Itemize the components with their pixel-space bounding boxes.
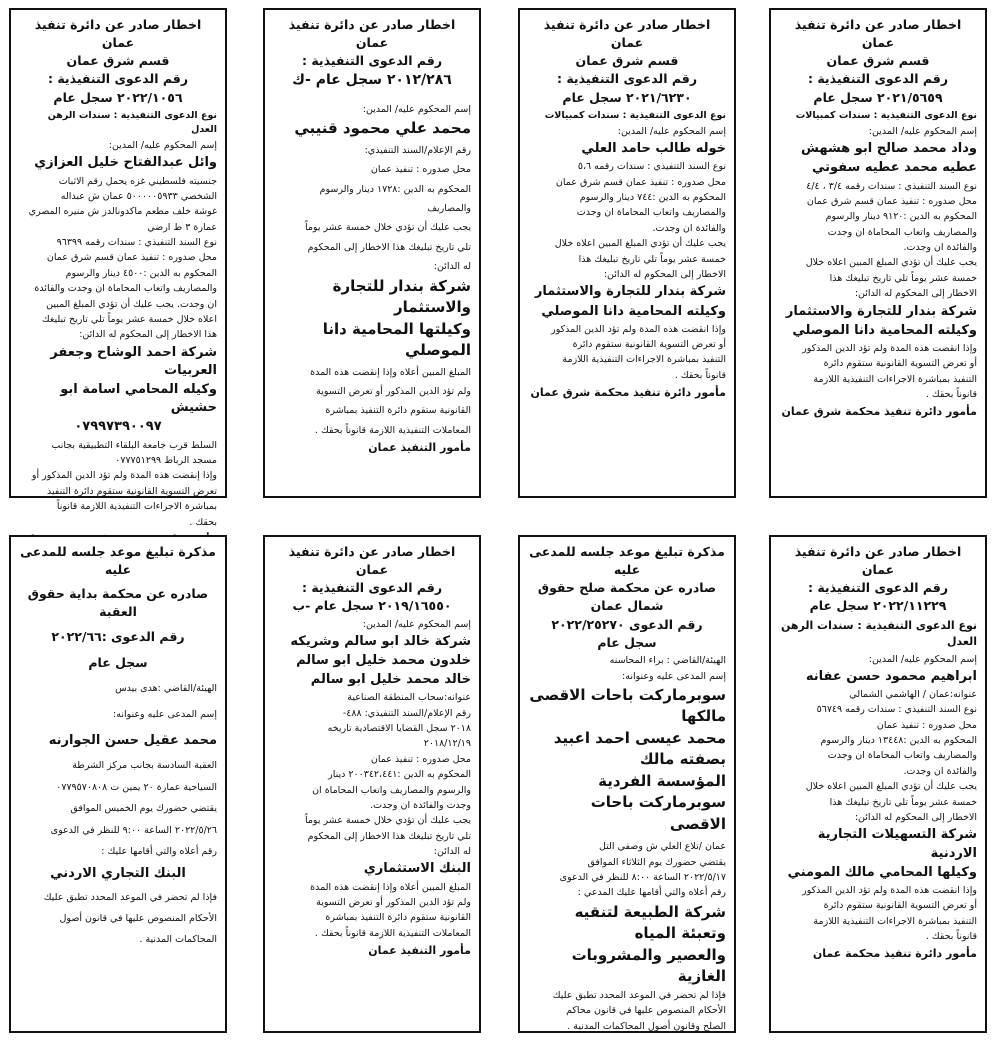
notice-line: له الدائن: [433, 261, 471, 273]
notice-line: المحكوم به الدين :١٧٢٨ دينار والرسوم [319, 183, 471, 195]
notice-header: اخطار صادر عن دائرة تنفيذ عمان رقم الدعوى التنفيذية : ٢٠١٢/٢٨٦ سجل عام -ك [288, 17, 456, 89]
notice-header: مذكرة تبليغ موعد جلسه للمدعى عليه صادره عن محكمة بداية حقوق العقبة رقم الدعوى :٢٠٢٢/٦٦ سجل عام [20, 544, 216, 670]
notice-line: ٢٠١٨/١٢/١٩ [423, 738, 471, 750]
notice-line: محل صدوره : تنفيذ عمان قسم شرق عمان [806, 195, 977, 207]
notice-line: محل صدوره : تنفيذ عمان [370, 753, 471, 765]
creditor-agent: وكيلها المحامي مالك المومني [787, 864, 977, 880]
debtor-label: إسم المحكوم عليه/ المدين: [617, 125, 726, 137]
notice-line: قانوناً بحقك . [925, 389, 977, 400]
notice-line: السلط قرب جامعة البلقاء التطبيقية بجانب [51, 439, 217, 451]
notice-line: رقم الإعلام/السند التنفيذي: ٤٨٨- [342, 707, 471, 719]
notice-line: يجب عليك أن تؤدي المبلغ المبين اعلاه خلال [554, 238, 726, 250]
notice-7 [263, 535, 481, 1033]
notice-line: يقتضي حضورك يوم الخميس الموافق [70, 803, 217, 815]
notice-line: والرسوم والمصاريف واتعاب المحاماة ان [312, 784, 471, 796]
creditor-name: شركة التسهيلات التجارية الاردنية [817, 827, 977, 861]
notice-line: وإذا انقضت هذه المدة ولم تؤد الدين المذكور [802, 342, 977, 354]
notice-line: رقم أعلاه والتي أقامها عليك المدعي : [577, 887, 726, 899]
notice-line: ان وجدت. يجب عليك أن تؤدي المبلغ المبين [46, 298, 217, 310]
notice-5 [769, 535, 987, 1033]
defendant-label: إسم المدعى عليه وعنوانه: [622, 671, 726, 682]
notice-line: الاخطار إلى المحكوم له الدائن: [854, 811, 977, 823]
defendant-name: سوبرماركت باحات الاقصى مالكها [529, 686, 726, 726]
notice-line: نوع السند التنفيذي : سندات رقمه ٥،٦ [577, 161, 726, 173]
notice-line: تلي تاريخ تبليغك هذا الاخطار إلى المحكوم [307, 241, 471, 253]
notice-footer: مأمور دائرة تنفيذ محكمة عمان [812, 947, 977, 961]
notice-line: وإذا إنقضت هذه المدة ولم تؤد الدين المذكور أو [31, 470, 217, 482]
creditor-phone: ٠٧٩٩٧٣٩٠٠٩٧ [74, 419, 162, 435]
notice-line: المحكوم به الدين :٤٥٠٠ دينار والرسوم [65, 267, 217, 279]
notice-line: غوشة خلف مطعم ماكدونالدز ش منيره المصري [28, 206, 217, 218]
notice-line: المحكوم به الدين :٢٠٠٣٤٢،٤٤١ دينار [328, 769, 471, 781]
plaintiff-name: شركة الطبيعة لتنقيه وتعبئة المياه [574, 902, 726, 942]
plaintiff-name: البنك التجاري الاردني [50, 866, 186, 882]
notice-header: اخطار صادر عن دائرة تنفيذ عمان قسم شرق عمان رقم الدعوى التنفيذية : ٢٠٢٢/١٠٥٦ سجل عام [34, 17, 202, 105]
notice-header: اخطار صادر عن دائرة تنفيذ عمان قسم شرق عمان رقم الدعوى التنفيذية : ٢٠٢١/٦٢٣٠ سجل عام [543, 17, 711, 105]
debtor-name: محمد علي محمود قنيبي [294, 118, 471, 137]
notice-line: محل صدوره : تنفيذ عمان [370, 164, 471, 176]
notice-line: الأحكام المنصوص عليها في قانون أصول [59, 912, 217, 924]
debtor-name: وداد محمد صالح ابو هشهش [800, 141, 977, 157]
notice-line: محل صدوره : تنفيذ عمان قسم شرق عمان [555, 176, 726, 188]
notice-line: القانونية ستقوم دائرة التنفيذ بمباشرة [325, 405, 471, 417]
notice-line: والمصاريف [427, 203, 471, 215]
notice-line: أو تعرض التسوية القانونية ستقوم دائرة [823, 900, 977, 912]
debtor-label: إسم المحكوم عليه/ المدين: [362, 103, 471, 115]
notice-line: قانوناً بحقك . [925, 931, 977, 942]
creditor-name: البنك الاستثماري [363, 861, 471, 877]
notice-line: السياحية عمارة ٢٠ يمين ت ٠٧٧٩٥٧٠٨٠٨ [56, 781, 217, 793]
notice-line: المحاكمات المدنية . [139, 934, 217, 946]
notice-line: الاخطار إلى المحكوم له الدائن: [854, 288, 977, 300]
creditor-agent: وكيلته المحامية دانا الموصلي [541, 303, 726, 319]
notice-line: هذا الاخطار إلى المحكوم له الدائن: [79, 329, 217, 341]
notice-line: التنفيذ بمباشرة الاجراءات التنفيذية اللازمة [813, 373, 977, 385]
notice-line: المبلغ المبين أعلاه وإذا إنقضت هذه المدة [310, 366, 471, 378]
defendant-label: إسم المدعى عليه وعنوانه: [113, 709, 217, 720]
notice-line: تعرض التسوية القانونية ستقوم دائرة التنفيذ [46, 485, 217, 497]
notice-line: وإذا انقضت هذه المدة ولم تؤد الدين المذكور [551, 323, 726, 335]
defendant-name: الاقصى [669, 815, 726, 834]
creditor-agent: وكيلته المحامية دانا الموصلي [792, 322, 977, 338]
notice-line: أو تعرض التسوية القانونية ستقوم دائرة [572, 339, 726, 351]
notice-line: المحكوم به الدين :٩١٢٠ دينار والرسوم [825, 211, 977, 223]
notice-line: له الدائن: [433, 846, 471, 858]
defendant-name: محمد عقيل حسن الجوارنه [48, 733, 217, 749]
debtor-label: إسم المحكوم عليه/ المدين: [868, 653, 977, 665]
notice-4 [9, 8, 227, 528]
debtor-label: إسم المحكوم عليه/ المدين: [868, 125, 977, 137]
notice-footer: مأمور التنفيذ عمان [368, 441, 471, 455]
notice-line: المحكوم به الدين :١٣٤٤٨ دينار والرسوم [820, 735, 977, 747]
notice-line: والفائدة ان وجدت. [903, 242, 977, 253]
notice-line: يقتضي حضورك يوم الثلاثاء الموافق [587, 856, 726, 868]
notice-line: يجب عليك أن تؤدي خلال خمسة عشر يوماً [304, 815, 471, 827]
notice-line: تلي تاريخ تبليغك هذا الاخطار إلى المحكوم [307, 830, 471, 842]
notice-header: اخطار صادر عن دائرة تنفيذ عمان رقم الدعوى التنفيذية : ٢٠١٩/١٦٥٥٠ سجل عام -ب [288, 544, 456, 614]
creditor-name: شركة احمد الوشاح وجعفر العربيات [50, 344, 217, 378]
notice-6 [518, 535, 736, 1033]
debtor-name: خالد محمد خليل ابو سالم [310, 672, 471, 688]
case-type: نوع الدعوى التنفيذية : سندات الرهن العدل [780, 618, 977, 648]
notice-footer: مأمور التنفيذ عمان [368, 944, 471, 958]
notice-header: اخطار صادر عن دائرة تنفيذ عمان قسم شرق عمان رقم الدعوى التنفيذية : ٢٠٢١/٥٦٥٩ سجل عام [794, 17, 962, 105]
notice-line: الأحكام المنصوص عليها في قانون محاكم [566, 1005, 726, 1017]
notice-line: نوع السند التنفيذي : سندات رقمه ٥٦٧٤٩ [816, 704, 977, 716]
case-type: نوع الدعوى التنفيذية : سندات كمبيالات [795, 109, 977, 121]
notice-line: أو تعرض التسوية القانونية ستقوم دائرة [823, 358, 977, 370]
case-type: نوع الدعوى التنفيذية : سندات كمبيالات [544, 109, 726, 121]
notice-line: نوع السند التنفيذي : سندات رقمه ٣/٤ ، ٤/٤ [806, 180, 977, 192]
debtor-name: خلدون محمد خليل ابو سالم [296, 652, 471, 668]
notice-line: ٢٠١٨ سجل القضايا الاقتصادية تاريخه [327, 723, 471, 735]
defendant-name: محمد عيسى احمد اعبيد بصفته مالك [553, 729, 726, 769]
notice-8 [9, 535, 227, 1033]
notice-line: الشخصي ٥٠٠٠٠٠٥٩٣٣ عمان ش عبداله [60, 190, 217, 202]
notice-line: ولم تؤد الدين المذكور أو تعرض التسوية [316, 897, 471, 908]
notice-line: المعاملات التنفيذية اللازمة قانوناً بحقك . [314, 927, 471, 939]
creditor-name: شركة بندار للتجارة والاستثمار [332, 276, 471, 316]
notice-line: وجدت والفائدة ان وجدت. [370, 799, 471, 811]
notice-3 [263, 8, 481, 498]
debtor-label: إسم المحكوم عليه/ المدين: [108, 140, 217, 152]
notice-line: رقم الإعلام/السند التنفيذي: [364, 144, 471, 156]
notice-line: نوع السند التنفيذي : سندات رقمه ٩٦٣٩٩ [56, 237, 217, 249]
notice-line: محل صدوره : تنفيذ عمان [876, 719, 977, 731]
notice-line: بحقك . [189, 516, 217, 528]
notice-line: والفائدة ان وجدت. [903, 765, 977, 777]
notice-line: محل صدوره : تنفيذ عمان قسم شرق عمان [46, 252, 217, 264]
notice-line: اعلاه خلال خمسة عشر يوماً تلي تاريخ تبليغك [41, 313, 217, 325]
notice-line: الصلح وقانون أصول المحاكمات المدنية . [567, 1020, 726, 1032]
notice-line: ٢٠٢٢/٥/١٧ الساعة ٨:٠٠ للنظر في الدعوى [559, 872, 726, 883]
debtor-name: ابراهيم محمود حسن عفانه [805, 668, 977, 684]
notice-line: ٢٠٢٢/٥/٢٦ الساعة ٩:٠٠ للنظر في الدعوى [50, 824, 217, 836]
notice-line: التنفيذ بمباشرة الاجراءات التنفيذية اللازمة [562, 354, 726, 366]
notice-footer: مأمور دائرة تنفيذ محكمة شرق عمان [781, 405, 977, 419]
notice-line: عنوانه:عمان / الهاشمي الشمالي [849, 688, 977, 700]
notice-line: يجب عليك أن تؤدي المبلغ المبين اعلاه خلال [805, 257, 977, 269]
judge-label: الهيئة/القاضي :هدى بيدس [115, 682, 217, 694]
notice-line: وإذا انقضت هذه المدة ولم تؤد الدين المذكور [802, 884, 977, 896]
notice-line: والمصاريف واتعاب المحاماة ان وجدت [827, 226, 977, 238]
notice-line: المحكوم به الدين :٧٤٤ دينار والرسوم [579, 192, 726, 204]
debtor-label: إسم المحكوم عليه/ المدين: [362, 618, 471, 630]
notice-line: جنسيته فلسطيني غزه يحمل رقم الاثبات [58, 175, 217, 187]
notice-line: عمارة ٣ ط ارضي [147, 221, 217, 233]
notice-footer: مأمور دائرة تنفيذ محكمة شرق عمان [530, 386, 726, 400]
notice-line: خمسة عشر يوماً تلي تاريخ تبليغك هذا [829, 796, 977, 808]
notice-line: المبلغ المبين أعلاه وإذا إنقضت هذه المدة [310, 881, 471, 893]
notice-line: عمان /تلاع العلي ش وصفي التل [598, 841, 726, 853]
plaintiff-name: والعصير والمشروبات الغازية [571, 945, 726, 985]
notice-line: فإذا لم تحضر في الموعد المحدد تطبق عليك [552, 989, 726, 1001]
notice-1 [769, 8, 987, 498]
notice-line: عنوانه:سحاب المنطقة الصناعية [347, 692, 471, 704]
notice-line: يجب عليك أن تؤدي المبلغ المبين اعلاه خلال [805, 781, 977, 793]
notice-line: قانوناً بحقك . [674, 369, 726, 381]
defendant-name: المؤسسة الفردية سوبرماركت باحات [590, 772, 726, 812]
notice-line: التنفيذ بمباشرة الاجراءات التنفيذية اللازمة [813, 915, 977, 927]
notice-line: خمسة عشر يوماً تلي تاريخ تبليغك هذا [829, 272, 977, 284]
notice-line: والمصاريف واتعاب المحاماة ان وجدت [827, 750, 977, 762]
notice-line: فإذا لم تحضر في الموعد المحدد تطبق عليك [43, 891, 217, 903]
notice-line: المعاملات التنفيذية اللازمة قانوناً بحقك . [314, 424, 471, 436]
notice-line: خمسة عشر يوماً تلي تاريخ تبليغك هذا [578, 253, 726, 265]
notice-header: اخطار صادر عن دائرة تنفيذ عمان رقم الدعوى التنفيذية : ٢٠٢٢/١١٢٢٩ سجل عام [794, 544, 962, 614]
notice-line: رقم أعلاه والتي أقامها عليك : [101, 845, 217, 857]
notice-header: مذكرة تبليغ موعد جلسه للمدعى عليه صادره عن محكمة صلح حقوق شمال عمان رقم الدعوى ٢٠٢٢/٢٥٢٧٠ سجل عام [529, 544, 725, 650]
notice-line: ولم تؤد الدين المذكور أو تعرض التسوية [316, 385, 471, 397]
notice-line: يجب عليك أن تؤدي خلال خمسة عشر يوماً [304, 222, 471, 234]
debtor-name: شركة خالد ابو سالم وشريكه [290, 633, 471, 649]
creditor-agent: وكيله المحامي اسامة ابو حشيش [60, 382, 217, 416]
creditor-name: شركة بندار للتجارة والاستثمار [785, 303, 977, 319]
creditor-name: شركة بندار للتجارة والاستثمار [534, 284, 726, 300]
judge-label: الهيئة/القاضي : براء المحاسنه [609, 654, 726, 666]
notice-line: والمصاريف واتعاب المحاماة ان وجدت والفائدة [34, 283, 217, 295]
notice-line: والفائدة ان وجدت. [652, 222, 726, 234]
notice-line: مسجد الرباط ٠٧٧٧٥١٢٩٩ [115, 455, 217, 466]
notice-2 [518, 8, 736, 498]
case-type: نوع الدعوى التنفيذية : سندات الرهن العدل [47, 109, 217, 135]
notice-line: القانونية ستقوم دائرة التنفيذ بمباشرة [325, 912, 471, 924]
notice-line: الاخطار إلى المحكوم له الدائن: [603, 268, 726, 280]
notice-line: العقبة السادسة بجانب مركز الشرطة [72, 760, 217, 772]
debtor-name: عطيه محمد عطيه سفوتي [811, 160, 977, 176]
creditor-agent: وكيلتها المحامية دانا الموصلي [322, 319, 471, 359]
notice-line: بمباشرة الاجراءات التنفيذية اللازمة قانوناً [56, 501, 217, 513]
debtor-name: وائل عبدالفتاح خليل العزازي [34, 155, 217, 171]
notice-line: والمصاريف واتعاب المحاماة ان وجدت [576, 207, 726, 219]
debtor-name: خوله طالب حامد العلي [581, 141, 726, 157]
